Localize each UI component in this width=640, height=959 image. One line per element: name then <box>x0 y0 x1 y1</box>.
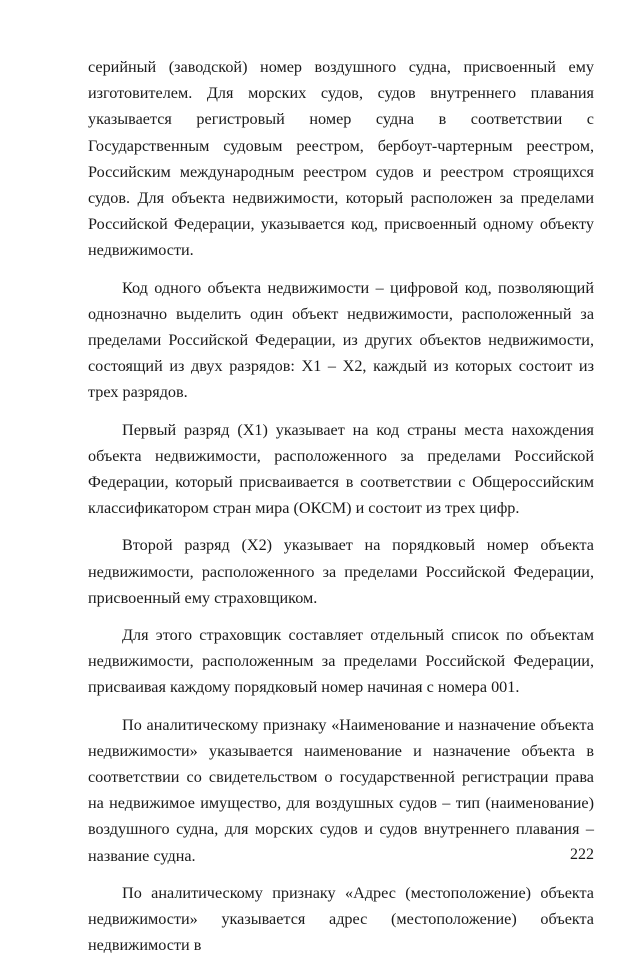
paragraph-2: Код одного объекта недвижимости – цифровой код, позволяющий однозначно выделить один объект недвижимости, расположенный за пределами Российской Федерации, из других объектов недвижимости, состоящий из двух разрядов: X1 – X2, каждый из которых состоит из трех разрядов. <box>88 278 594 402</box>
paragraph-5: Для этого страховщик составляет отдельный список по объектам недвижимости, расположенным за пределами Российской Федерации, присваивая каждому порядковый номер начиная с номера 001. <box>88 626 594 697</box>
paragraph-3: Первый разряд (X1) указывает на код страны места нахождения объекта недвижимости, расположенного за пределами Российской Федерации, который присваивается в соответствии с Общероссийским классификатором стран мира (ОКСМ) и состоит из трех цифр. <box>88 420 594 518</box>
body-text <box>88 54 594 959</box>
paragraph-6: По аналитическому признаку «Наименование и назначение объекта недвижимости» указывается наименование и назначение объекта в соответствии со свидетельством о государственной регистрации права на недвижимое имущество, для воздушных судов – тип (наименование) воздушного судна, для морских судов и судов внутреннего плавания – название судна. <box>88 715 594 865</box>
paragraph-7: По аналитическому признаку «Адрес (местоположение) объекта недвижимости» указывается адрес (местоположение) объекта недвижимости в <box>88 883 594 955</box>
paragraph-4: Второй разряд (X2) указывает на порядковый номер объекта недвижимости, расположенного за пределами Российской Федерации, присвоенный ему страховщиком. <box>88 536 594 607</box>
paragraph-1: серийный (заводской) номер воздушного судна, присвоенный ему изготовителем. Для морских судов, судов внутреннего плавания указывается регистровый номер судна в соответствии с Государственным судовым реестром, бербоут-чартерным реестром, Российским международным реестром судов и реестром строящихся судов. Для объекта недвижимости, который расположен за пределами Российской Федерации, указывается код, присвоенный одному объекту недвижимости. <box>88 58 594 260</box>
page-number: 222 <box>570 846 594 863</box>
